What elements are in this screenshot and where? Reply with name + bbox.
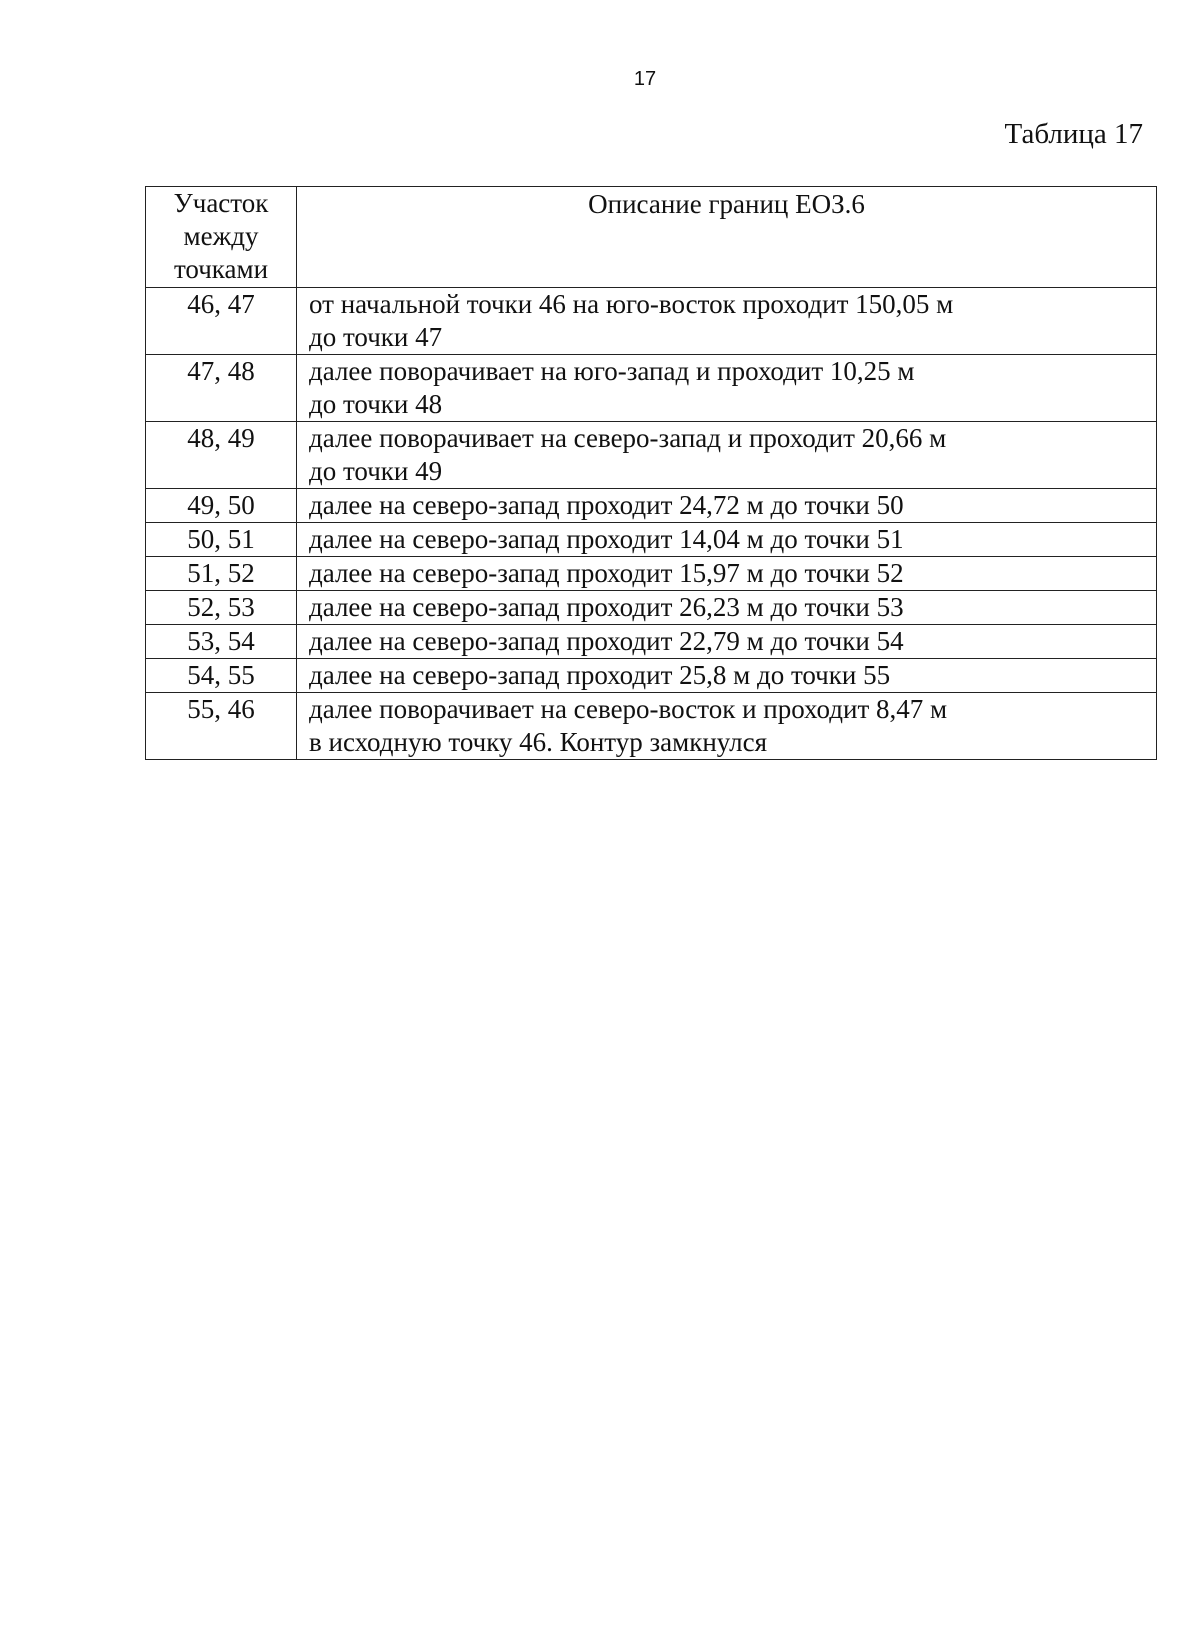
segment-cell: 51, 52 bbox=[146, 557, 297, 591]
description-line: в исходную точку 46. Контур замкнулся bbox=[309, 727, 767, 757]
description-cell: далее на северо-запад проходит 26,23 м до точки 53 bbox=[297, 591, 1157, 625]
description-line: до точки 49 bbox=[309, 456, 443, 486]
segment-cell: 49, 50 bbox=[146, 489, 297, 523]
description-line: до точки 48 bbox=[309, 389, 443, 419]
table-row bbox=[146, 489, 1157, 523]
boundary-description-table bbox=[145, 186, 1157, 760]
table-row bbox=[146, 625, 1157, 659]
description-line: далее поворачивает на северо-запад и проходит 20,66 м bbox=[309, 423, 947, 453]
description-cell: далее на северо-запад проходит 14,04 м до точки 51 bbox=[297, 523, 1157, 557]
header-segment bbox=[146, 187, 297, 288]
description-cell bbox=[297, 693, 1157, 760]
page-number: 17 bbox=[633, 68, 657, 90]
description-cell: далее на северо-запад проходит 15,97 м до точки 52 bbox=[297, 557, 1157, 591]
description-cell: далее на северо-запад проходит 22,79 м до точки 54 bbox=[297, 625, 1157, 659]
segment-cell: 48, 49 bbox=[146, 422, 297, 489]
description-cell bbox=[297, 422, 1157, 489]
segment-cell: 55, 46 bbox=[146, 693, 297, 760]
table-caption: Таблица 17 bbox=[1004, 118, 1143, 150]
table-row bbox=[146, 591, 1157, 625]
header-segment-line: точками bbox=[173, 254, 269, 284]
table-row bbox=[146, 422, 1157, 489]
segment-cell: 52, 53 bbox=[146, 591, 297, 625]
table-row bbox=[146, 693, 1157, 760]
header-segment-line: Участок bbox=[173, 188, 269, 218]
segment-cell: 50, 51 bbox=[146, 523, 297, 557]
description-line: далее поворачивает на юго-запад и проходит 10,25 м bbox=[309, 356, 915, 386]
segment-cell: 53, 54 bbox=[146, 625, 297, 659]
description-cell: далее на северо-запад проходит 24,72 м до точки 50 bbox=[297, 489, 1157, 523]
segment-cell: 54, 55 bbox=[146, 659, 297, 693]
table-row bbox=[146, 557, 1157, 591]
header-description: Описание границ ЕОЗ.6 bbox=[297, 187, 1157, 288]
table-row bbox=[146, 523, 1157, 557]
segment-cell: 47, 48 bbox=[146, 355, 297, 422]
table-header-row bbox=[146, 187, 1157, 288]
segment-cell: 46, 47 bbox=[146, 288, 297, 355]
table-row bbox=[146, 659, 1157, 693]
description-cell: далее на северо-запад проходит 25,8 м до точки 55 bbox=[297, 659, 1157, 693]
description-cell bbox=[297, 355, 1157, 422]
description-cell bbox=[297, 288, 1157, 355]
description-line: до точки 47 bbox=[309, 322, 443, 352]
header-segment-line: между bbox=[183, 221, 259, 251]
table-row bbox=[146, 355, 1157, 422]
description-line: от начальной точки 46 на юго-восток проходит 150,05 м bbox=[309, 289, 954, 319]
description-line: далее поворачивает на северо-восток и проходит 8,47 м bbox=[309, 694, 948, 724]
table-row bbox=[146, 288, 1157, 355]
